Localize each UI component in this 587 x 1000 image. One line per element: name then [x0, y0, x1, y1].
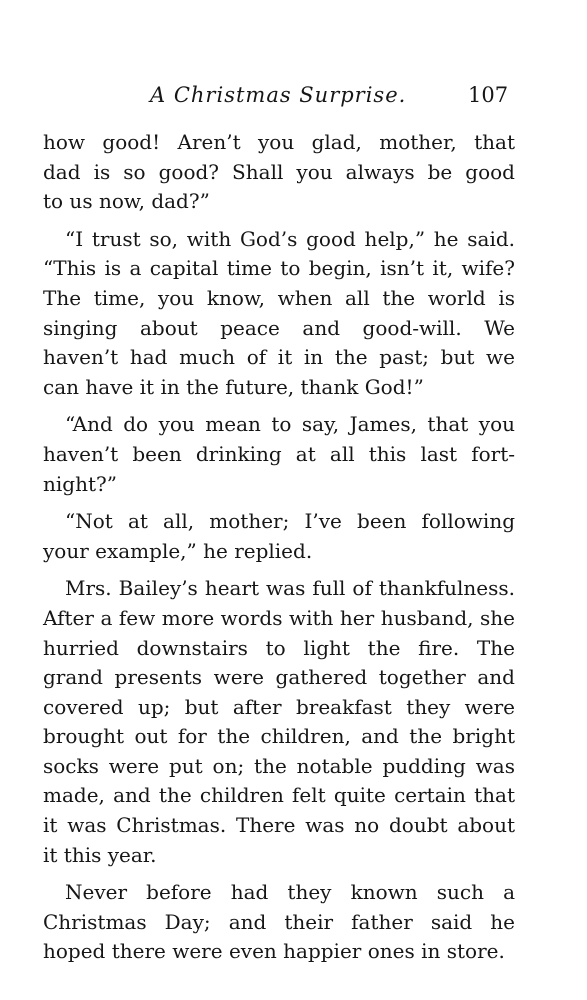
text-line: how good! Aren’t you glad, mother, that [43, 130, 515, 154]
text-line: it this year. [43, 842, 157, 867]
text-line: The time, you know, when all the world is [43, 285, 515, 310]
text-line: haven’t had much of it in the past; but we [43, 345, 515, 370]
text-line: grand presents were gathered together and [43, 665, 515, 690]
text-line: “I trust so, with God’s good help,” he said. [65, 226, 515, 251]
text-line: night?” [43, 471, 117, 496]
text-line: singing about peace and good-will. We [43, 315, 515, 340]
text-line: hoped there were even happier ones in store. [43, 939, 505, 964]
text-line: After a few more words with her husband, she [43, 605, 515, 630]
text-line: dad is so good? Shall you always be good [43, 159, 515, 184]
text-line: Never before had they known such a [65, 880, 515, 905]
text-line: your example,” he replied. [43, 538, 313, 563]
text-line: can have it in the future, thank God!” [43, 374, 424, 399]
text-line: “Not at all, mother; I’ve been following [65, 509, 515, 534]
text-line: it was Christmas. There was no doubt about [43, 813, 515, 838]
text-line: made, and the children felt quite certain that [43, 783, 515, 808]
text-line: Christmas Day; and their father said he [43, 909, 515, 934]
text-line: socks were put on; the notable pudding was [43, 753, 515, 778]
running-title: A Christmas Surprise. [150, 83, 407, 107]
text-line: covered up; but after breakfast they were [43, 694, 515, 719]
text-line: “And do you mean to say, James, that you [65, 412, 515, 437]
text-line: Mrs. Bailey’s heart was full of thankfulness. [65, 576, 515, 601]
body-text [43, 128, 515, 967]
text-line: haven’t been drinking at all this last fort- [43, 441, 515, 466]
text-line: hurried downstairs to light the fire. The [43, 635, 515, 660]
text-line: “This is a capital time to begin, isn’t it, wife? [43, 256, 515, 281]
text-line: brought out for the children, and the bright [43, 724, 515, 749]
page-number: 107 [468, 83, 509, 107]
text-line: to us now, dad?” [43, 189, 210, 214]
